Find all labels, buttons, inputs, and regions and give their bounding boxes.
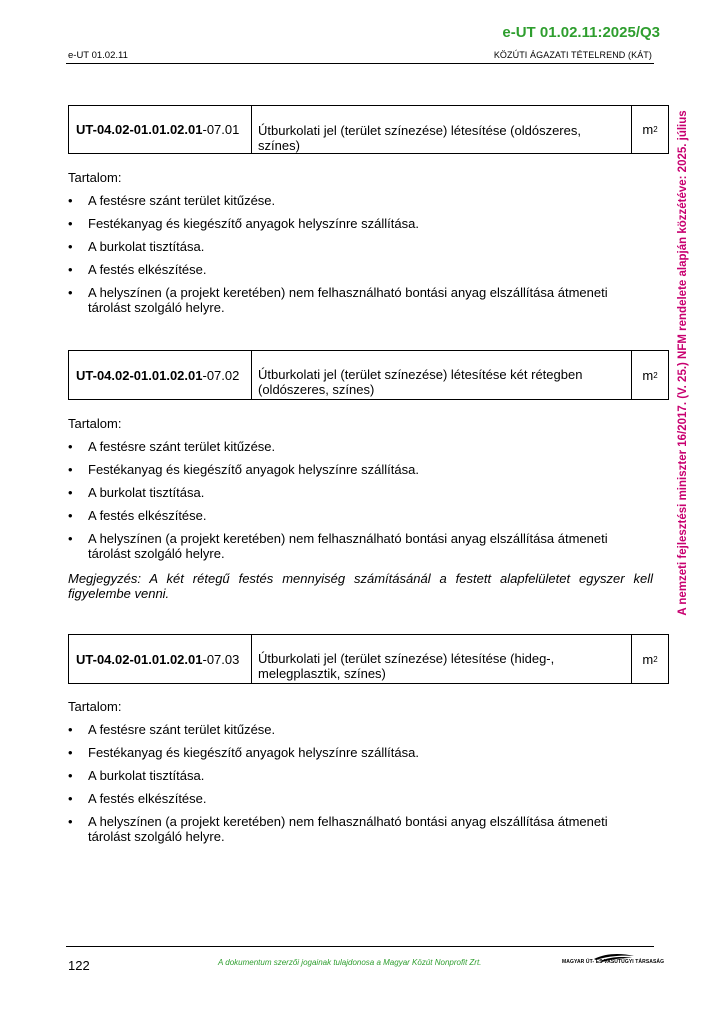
header-right-title: KÖZÚTI ÁGAZATI TÉTELREND (KÁT) (493, 50, 652, 60)
bullet-icon: • (68, 745, 73, 760)
item-code-suffix: -07.02 (202, 367, 240, 383)
copyright-notice: A dokumentum szerzői jogainak tulajdonosa a Magyar Közút Nonprofit Zrt. (218, 958, 482, 967)
list-item: • A festésre szánt terület kitűzése. (68, 193, 276, 208)
bullet-icon: • (68, 285, 73, 300)
item-code-cell (69, 635, 252, 683)
unit-text: m (642, 122, 654, 137)
side-publication-note: A nemzeti fejlesztési miniszter 16/2017. (V. 25.) NFM rendelete alapján közzétéve: 2025. július (677, 110, 689, 616)
item-title-cell: Útburkolati jel (terület színezése) létesítése két rétegben (oldószeres, színes) (252, 351, 632, 399)
bullet-icon: • (68, 508, 73, 523)
list-item: • A helyszínen (a projekt keretében) nem felhasználható bontási anyag elszállítása átmeneti tárolást szolgáló helyre. (68, 285, 608, 315)
bullet-icon: • (68, 439, 73, 454)
page-number: 122 (68, 958, 90, 973)
bullet-icon: • (68, 722, 73, 737)
unit-exponent: 2 (653, 370, 658, 380)
list-item: • A festés elkészítése. (68, 791, 207, 806)
content-label: Tartalom: (68, 416, 122, 431)
content-label: Tartalom: (68, 170, 122, 185)
list-item: • A burkolat tisztítása. (68, 768, 205, 783)
header-left-code: e-UT 01.02.11 (68, 50, 128, 61)
list-item: • A burkolat tisztítása. (68, 485, 205, 500)
unit-text: m (642, 651, 654, 667)
list-item: • A helyszínen (a projekt keretében) nem felhasználható bontási anyag elszállítása átmeneti tárolást szolgáló helyre. (68, 531, 608, 561)
logo-text: MAGYAR ÚT- ÉS VASÚTÜGYI TÁRSASÁG (562, 959, 665, 965)
item-title-cell: Útburkolati jel (terület színezése) létesítése (oldószeres, színes) (252, 106, 632, 153)
footer-divider (66, 946, 654, 947)
bullet-icon: • (68, 768, 73, 783)
item-code-cell (69, 351, 252, 399)
list-item: • A burkolat tisztítása. (68, 239, 205, 254)
unit-exponent: 2 (653, 125, 658, 134)
list-item: • Festékanyag és kiegészítő anyagok helyszínre szállítása. (68, 745, 419, 760)
list-item: • A festés elkészítése. (68, 262, 207, 277)
bullet-icon: • (68, 814, 73, 829)
bullet-icon: • (68, 485, 73, 500)
content-list (68, 722, 628, 852)
item-code-bold: UT-04.02-01.01.02.01 (76, 651, 203, 667)
item-unit-cell (632, 635, 668, 683)
bullet-icon: • (68, 193, 73, 208)
unit-text: m (642, 367, 654, 383)
item-unit-cell (632, 351, 668, 399)
note-text: Megjegyzés: A két rétegű festés mennyiség számításánál a festett alapfelületet egyszer kell figyelembe venni. (68, 571, 653, 601)
unit-exponent: 2 (653, 654, 658, 664)
content-list (68, 193, 628, 323)
list-item: • A festésre szánt terület kitűzése. (68, 439, 276, 454)
list-item: • Festékanyag és kiegészítő anyagok helyszínre szállítása. (68, 462, 419, 477)
bullet-icon: • (68, 239, 73, 254)
item-code-suffix: -07.01 (202, 122, 240, 137)
bullet-icon: • (68, 462, 73, 477)
header-divider (66, 63, 654, 64)
item-code-bold: UT-04.02-01.01.02.01 (76, 122, 203, 137)
list-item: • Festékanyag és kiegészítő anyagok helyszínre szállítása. (68, 216, 419, 231)
item-title-cell: Útburkolati jel (terület színezése) létesítése (hideg-, melegplasztik, színes) (252, 635, 632, 683)
item-table-07-01 (68, 105, 669, 154)
content-label: Tartalom: (68, 699, 122, 714)
bullet-icon: • (68, 791, 73, 806)
item-unit-cell (632, 106, 668, 153)
item-code-bold: UT-04.02-01.01.02.01 (76, 367, 203, 383)
bullet-icon: • (68, 531, 73, 546)
item-table-07-02 (68, 350, 669, 400)
document-code: e-UT 01.02.11:2025/Q3 (502, 24, 660, 41)
item-table-07-03 (68, 634, 669, 684)
bullet-icon: • (68, 216, 73, 231)
content-list (68, 439, 628, 569)
bullet-icon: • (68, 262, 73, 277)
list-item: • A helyszínen (a projekt keretében) nem felhasználható bontási anyag elszállítása átmeneti tárolást szolgáló helyre. (68, 814, 608, 844)
item-code-suffix: -07.03 (202, 651, 240, 667)
item-code-cell (69, 106, 252, 153)
list-item: • A festés elkészítése. (68, 508, 207, 523)
side-note-container (672, 94, 694, 632)
list-item: • A festésre szánt terület kitűzése. (68, 722, 276, 737)
